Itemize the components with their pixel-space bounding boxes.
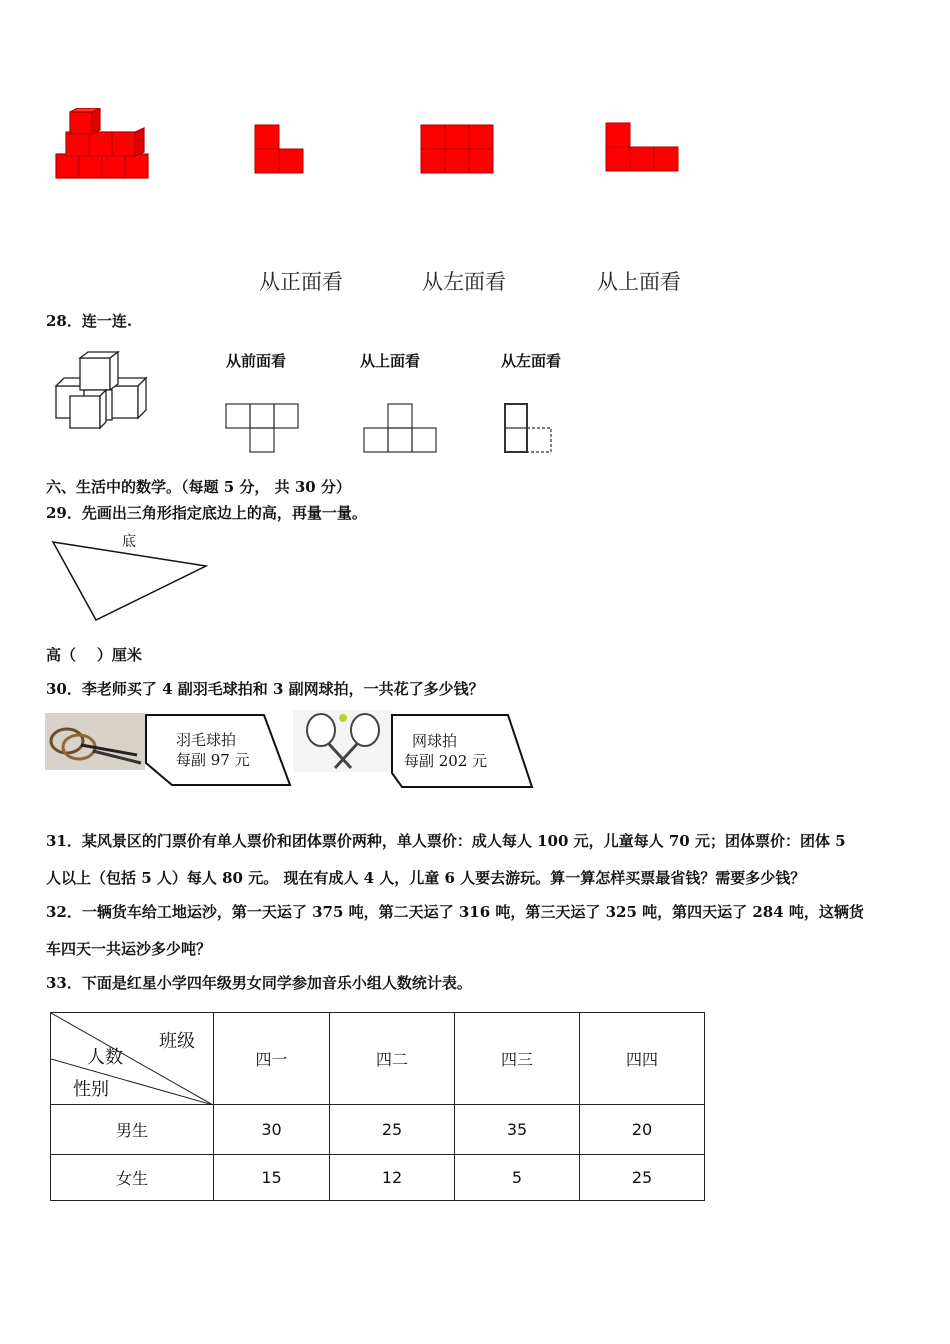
q32-line1: 32．一辆货车给工地运沙，第一天运了 375 吨，第二天运了 316 吨，第三天运了 325 吨，第四天运了 284 吨，这辆货 bbox=[46, 903, 864, 921]
table-cell: 5 bbox=[455, 1155, 580, 1201]
table-cell: 25 bbox=[330, 1105, 455, 1155]
table-cell: 20 bbox=[580, 1105, 705, 1155]
q27-label-top: 从上面看 bbox=[597, 270, 681, 294]
q27-solid-figure bbox=[52, 108, 152, 186]
music-group-table bbox=[50, 1012, 705, 1201]
section6-title: 六、生活中的数学。（每题 5 分， 共 30 分） bbox=[46, 478, 351, 496]
q28-label-left: 从左面看 bbox=[501, 352, 562, 370]
column-header: 四一 bbox=[214, 1013, 330, 1105]
table-cell: 15 bbox=[214, 1155, 330, 1201]
row-label: 女生 bbox=[51, 1155, 214, 1201]
q31-line2: 人以上（包括 5 人）每人 80 元。 现在有成人 4 人，儿童 6 人要去游玩。算一算怎样买票最省钱？需要多少钱？ bbox=[46, 869, 806, 887]
q28-label-front: 从前面看 bbox=[226, 352, 287, 370]
table-cell: 25 bbox=[580, 1155, 705, 1201]
tennis-name: 网球拍 bbox=[412, 732, 458, 750]
header-class-label: 班级 bbox=[159, 1031, 195, 1052]
header-gender-label: 性别 bbox=[73, 1079, 109, 1100]
q27-label-left: 从左面看 bbox=[422, 270, 506, 294]
tennis-racket-image bbox=[293, 710, 393, 772]
q30-title: 30．李老师买了 4 副羽毛球拍和 3 副网球拍，一共花了多少钱？ bbox=[46, 680, 484, 698]
q33-title: 33．下面是红星小学四年级男女同学参加音乐小组人数统计表。 bbox=[46, 974, 472, 992]
q28-front-view bbox=[224, 402, 302, 456]
q31-line1: 31．某风景区的门票价有单人票价和团体票价两种，单人票价：成人每人 100 元，儿童每人 70 元；团体票价：团体 5 bbox=[46, 832, 846, 850]
q28-solid-figure bbox=[50, 350, 150, 432]
q29-answer-line: 高（ ）厘米 bbox=[46, 646, 142, 664]
table-cell: 12 bbox=[330, 1155, 455, 1201]
q28-top-view bbox=[362, 402, 440, 456]
table-cell: 35 bbox=[455, 1105, 580, 1155]
q29-base-label: 底 bbox=[122, 534, 136, 550]
badminton-price: 每副 97 元 bbox=[176, 751, 250, 769]
q27-top-view bbox=[605, 122, 681, 174]
table-diagonal-header bbox=[51, 1013, 214, 1105]
row-label: 男生 bbox=[51, 1105, 214, 1155]
q28-label-top: 从上面看 bbox=[360, 352, 421, 370]
badminton-racket-image bbox=[45, 713, 145, 770]
table-row bbox=[51, 1155, 705, 1201]
table-row bbox=[51, 1105, 705, 1155]
q28-title: 28．连一连. bbox=[46, 312, 133, 330]
q32-line2: 车四天一共运沙多少吨？ bbox=[46, 940, 212, 958]
column-header: 四四 bbox=[580, 1013, 705, 1105]
q27-label-front: 从正面看 bbox=[259, 270, 343, 294]
q27-front-view bbox=[254, 124, 306, 176]
tennis-price: 每副 202 元 bbox=[404, 752, 488, 770]
column-header: 四二 bbox=[330, 1013, 455, 1105]
q29-title: 29．先画出三角形指定底边上的高，再量一量。 bbox=[46, 504, 367, 522]
table-cell: 30 bbox=[214, 1105, 330, 1155]
badminton-name: 羽毛球拍 bbox=[176, 731, 237, 749]
header-count-label: 人数 bbox=[87, 1047, 123, 1068]
column-header: 四三 bbox=[455, 1013, 580, 1105]
q28-left-view bbox=[503, 402, 557, 456]
q27-left-view bbox=[420, 124, 496, 176]
